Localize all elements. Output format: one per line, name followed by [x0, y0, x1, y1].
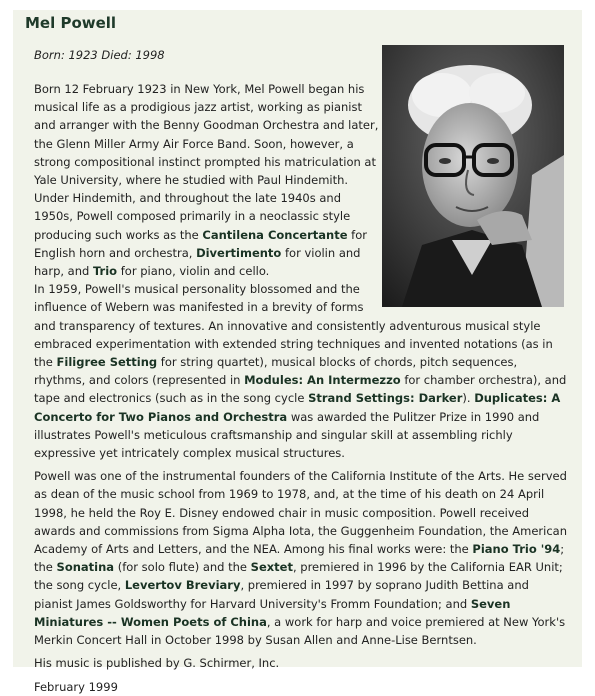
work-title: Filigree Setting	[56, 355, 158, 370]
birth-death-dates: Born: 1923 Died: 1998	[34, 48, 165, 62]
work-title: Piano Trio '94	[472, 542, 561, 557]
text-run: for chamber orchestra), and tape and electronics (such as in the song cycle	[34, 373, 567, 406]
work-title: Levertov Breviary	[124, 578, 241, 593]
text-run: Powell was one of the instrumental founders of the California Institute of the Arts. He served as dean of the music school from 1969 to 1978, and, at the time of his death on 24 April 1998, he held the Roy E. Disney endowed chair in music composition. Powell received awards and commissions from Sigma Alpha Iota, the Guggenheim Foundation, the American Academy of Arts and Letters, and the NEA. Among his final works were: the	[34, 469, 568, 557]
text-run: for string quartet), musical blocks of chords, pitch sequences, rhythms, and colors (represented in	[34, 355, 518, 388]
text-run: , premiered in 1996 by the California EAR Unit; the song cycle,	[34, 560, 563, 593]
date-note: February 1999	[34, 679, 118, 694]
text-run: for violin and harp, and	[34, 245, 361, 279]
work-title: Sextet	[250, 560, 293, 575]
work-title: Trio	[92, 264, 118, 279]
work-title: Seven Miniatures -- Women Poets of China	[34, 596, 511, 629]
publisher-note: His music is published by G. Schirmer, Inc.	[34, 656, 280, 671]
text-run: for English horn and orchestra,	[34, 227, 367, 260]
text-run: ; the	[34, 542, 565, 575]
biography-text	[34, 80, 569, 696]
text-run: Born 12 February 1923 in New York, Mel Powell began his musical life as a prodigious jazz artist, working as pianist and arranger with the Benny Goodman Orchestra and later, the Glenn Miller Army Air Force Band. Soon, however, a strong compositional instinct prompted his matriculation at Yale University, where he studied with Paul Hindemith. Under Hindemith, and throughout the late 1940s and 1950s, Powell composed primarily in a neoclassic style producing such works as the	[34, 82, 379, 242]
text-run: , a work for harp and voice premiered at New York's Merkin Concert Hall in October 1998 by Susan Allen and Anne-Lise Berntsen.	[34, 614, 566, 648]
text-run: for piano, violin and cello.	[117, 264, 270, 279]
paragraph-early-life	[34, 80, 569, 280]
text-run: was awarded the Pulitzer Prize in 1990 and illustrates Powell's meticulous craftsmanship and singular skill at assembling richly expressive yet intricately complex musical structures.	[34, 409, 540, 461]
work-title: Duplicates: A Concerto for Two Pianos and Orchestra	[34, 391, 561, 424]
work-title: Modules: An Intermezzo	[244, 373, 401, 388]
text-run: ).	[462, 391, 475, 406]
text-run: , premiered in 1997 by soprano Judith Bettina and pianist James Goldsworthy for Harvard University's Fromm Foundation; and	[34, 578, 529, 611]
paragraph-webern-influence	[34, 280, 569, 462]
work-title: Sonatina	[56, 560, 115, 575]
biography-panel	[13, 10, 582, 694]
paragraph-calarts	[34, 467, 569, 649]
work-title: Divertimento	[196, 245, 282, 260]
work-title: Cantilena Concertante	[202, 227, 348, 242]
page-title: Mel Powell	[25, 14, 117, 32]
work-title: Strand Settings: Darker	[308, 391, 463, 406]
text-run: In 1959, Powell's musical personality blossomed and the influence of Webern was manifested in a brevity of forms and transparency of textures. An innovative and consistently adventurous musical style embraced experimentation with extended string techniques and invented notations (as in the	[34, 282, 553, 370]
text-run: (for solo flute) and the	[114, 560, 251, 575]
